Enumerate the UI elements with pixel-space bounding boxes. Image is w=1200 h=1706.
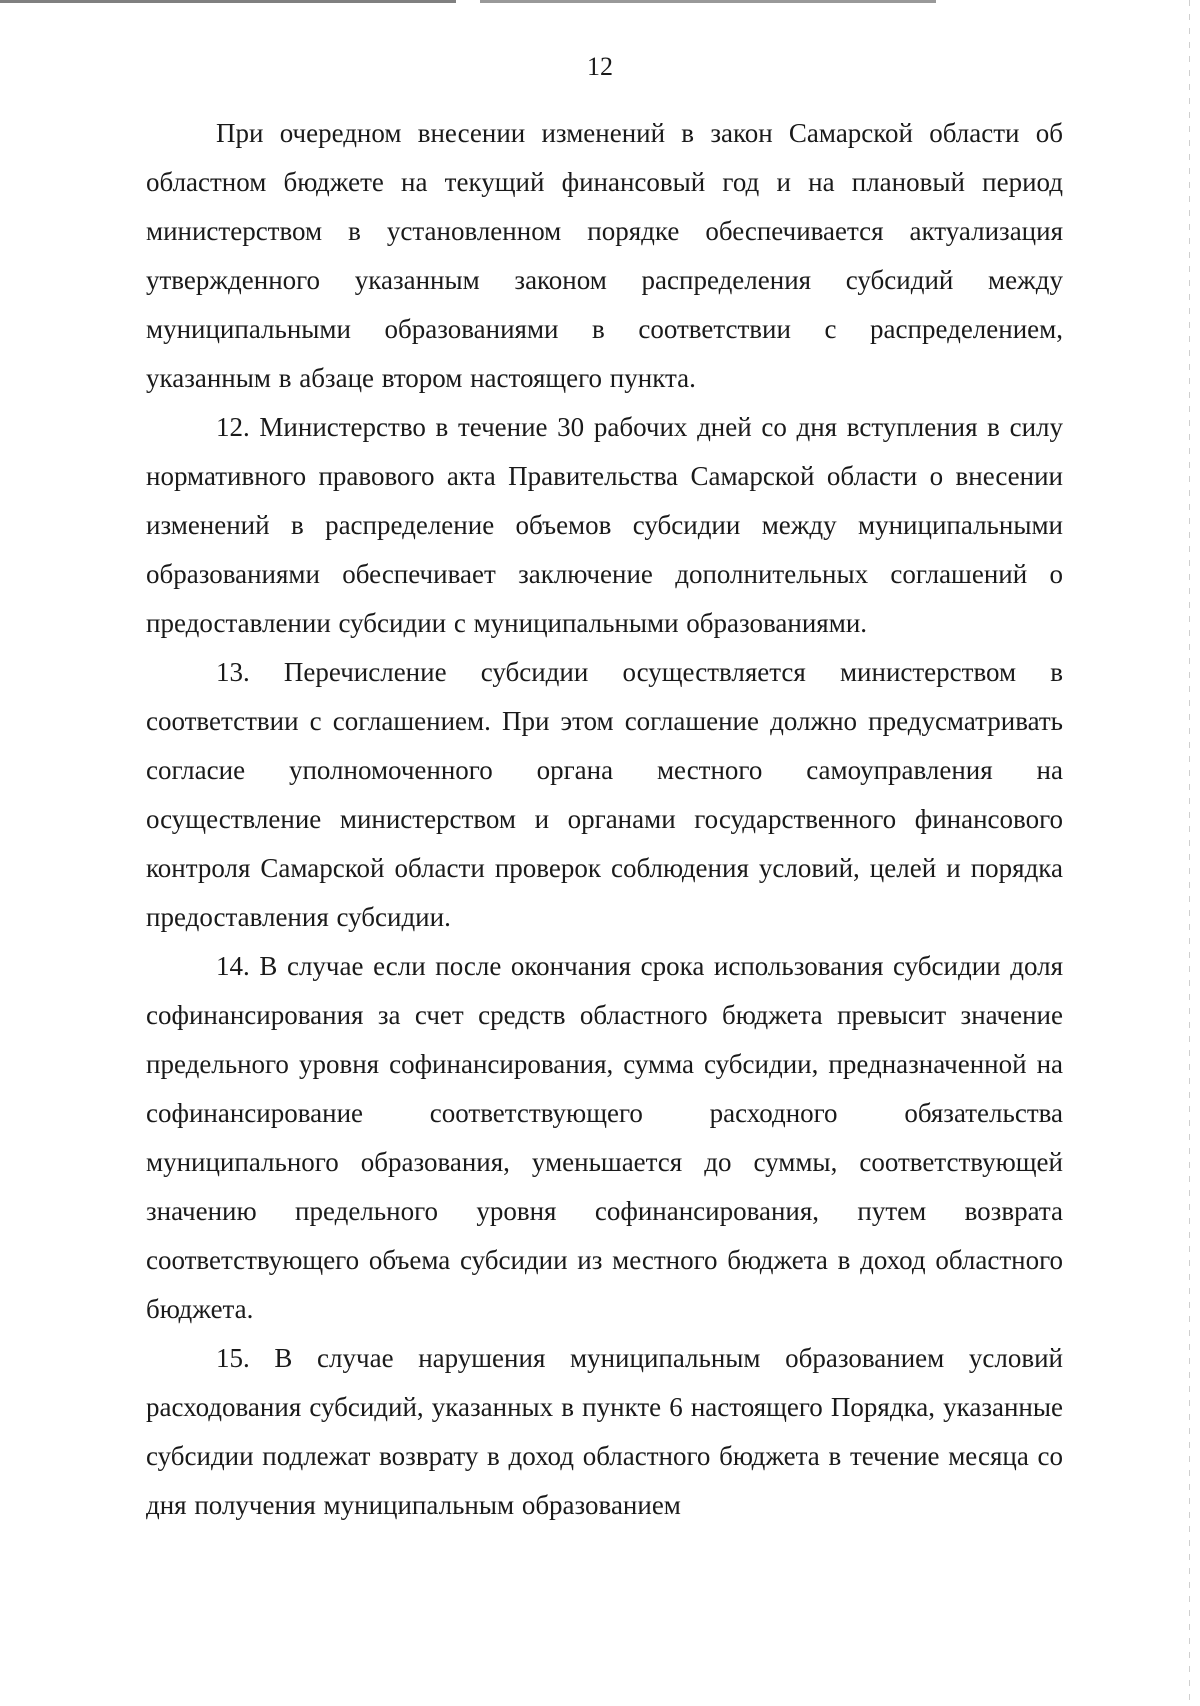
page-number: 12 [587, 52, 613, 81]
scan-edge-top [0, 0, 1200, 3]
paragraph-budget-law-update: При очередном внесении изменений в закон Самарской области об областном бюджете на текущий финансовый год и на плановый период министерством в установленном порядке обеспечивается актуализация утвержденного указанным законом распределения субсидий между муниципальными образованиями в соответствии с распределением, указанным в абзаце втором настоящего пункта. [146, 118, 1063, 393]
document-body [146, 109, 1063, 1530]
paragraph-13: 13. Перечисление субсидии осуществляется министерством в соответствии с соглашением. При этом соглашение должно предусматривать согласие уполномоченного органа местного самоуправления на осуществление министерством и органами государственного финансового контроля Самарской области проверок соблюдения условий, целей и порядка предоставления субсидии. [146, 657, 1063, 932]
paragraph-14: 14. В случае если после окончания срока использования субсидии доля софинансирования за счет средств областного бюджета превысит значение предельного уровня софинансирования, сумма субсидии, предназначенной на софинансирование соответствующего расходного обязательства муниципального образования, уменьшается до суммы, соответствующей значению предельного уровня софинансирования, путем возврата соответствующего объема субсидии из местного бюджета в доход областного бюджета. [146, 951, 1063, 1324]
paragraph-12: 12. Министерство в течение 30 рабочих дней со дня вступления в силу нормативного правового акта Правительства Самарской области о внесении изменений в распределение объемов субсидии между муниципальными образованиями обеспечивает заключение дополнительных соглашений о предоставлении субсидии с муниципальными образованиями. [146, 412, 1063, 638]
scan-edge-right [1189, 0, 1190, 1706]
paragraph-15: 15. В случае нарушения муниципальным образованием условий расходования субсидий, указанных в пункте 6 настоящего Порядка, указанные субсидии подлежат возврату в доход областного бюджета в течение месяца со дня получения муниципальным образованием [146, 1343, 1063, 1520]
